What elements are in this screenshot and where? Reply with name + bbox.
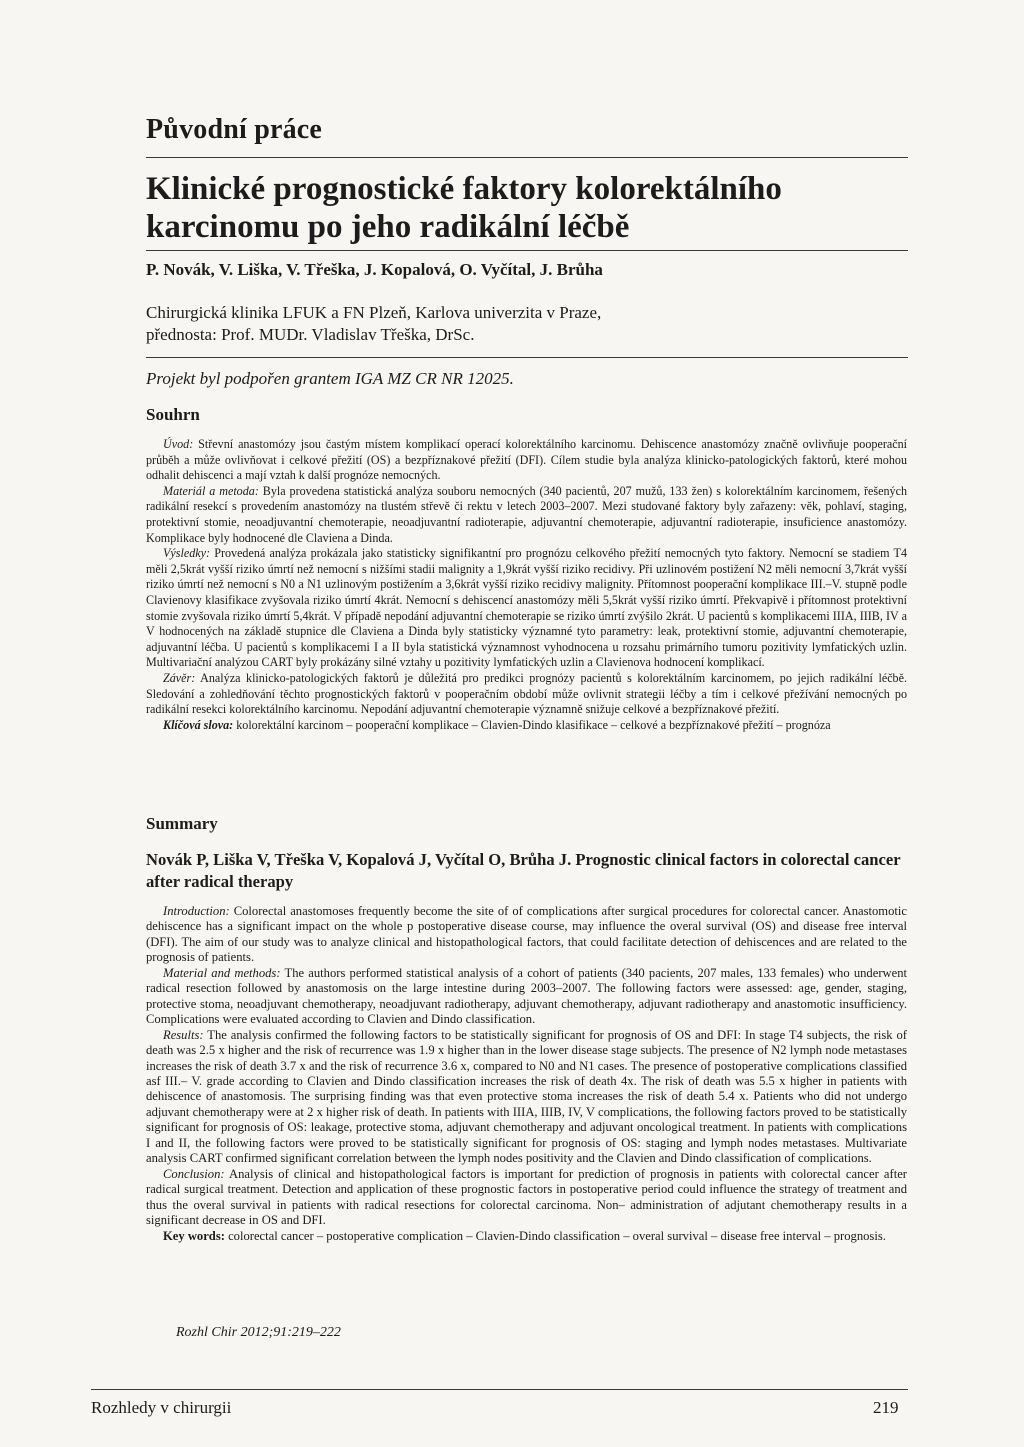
paragraph-label: Výsledky: (163, 546, 210, 561)
keywords-paragraph (146, 718, 907, 734)
summary-title: Novák P, Liška V, Třeška V, Kopalová J, Vyčítal O, Brůha J. Prognostic clinical factors in colorectal cancer after radical therapy (146, 850, 901, 891)
title-line: Klinické prognostické faktory kolorektálního (146, 171, 782, 207)
grant-note: Projekt byl podpořen grantem IGA MZ CR NR 12025. (146, 369, 514, 388)
abstract-paragraph (146, 671, 907, 718)
paragraph-text: Colorectal anastomoses frequently become the site of of complications after surgical procedures for colorectal cancer. Anastomotic dehiscence has a significant impact on the whole p postoperative disease course, may influence the overal survival (OS) and disease free interval (DFI). The aim of our study was to analyze clinical and histopathological factors, that could facilitate detection of dehiscences and are related to the prognosis of patients. (146, 904, 907, 965)
keywords-text: colorectal cancer – postoperative complication – Clavien-Dindo classification – overal survival – disease free interval – prognosis. (224, 1228, 886, 1243)
paragraph-text: Analýza klinicko-patologických faktorů je důležitá pro predikci prognózy pacientů s kolorektálním karcinomem, po jejich radikální léčbě. Sledování a zohledňování těchto prognostických faktorů v pooperačním období může ovlivnit strategii léčby a tím i celkové přežívání nemocných po radikální resekci kolorektálního karcinomu. Nepodání adjuvantní chemoterapie významně snižuje celkové a bezpříznakové přežití. (146, 670, 907, 717)
abstract-paragraph (146, 484, 907, 546)
header-rule (146, 157, 908, 158)
footer-rule (91, 1389, 908, 1390)
paragraph-text: Byla provedena statistická analýza souboru nemocných (340 pacientů, 207 mužů, 133 žen) s kolorektálním karcinomem, řešených radikální resekcí s provedením anastomózy na tlustém střevě či rektu v letech 2003–2007. Mezi studované faktory byly zařazeny: věk, pohlaví, staging, protektivní stomie, neoadjuvantní chemoterapie, neoadjuvantní radioterapie, adjuvantní chemoterapie, adjuvantní radioterapie, insuficience anastomózy. Komplikace byly hodnocené dle Claviena a Dinda. (146, 483, 908, 545)
abstract-paragraph (146, 966, 907, 1028)
abstract-paragraph (146, 904, 907, 966)
paragraph-text: Analysis of clinical and histopathological factors is important for prediction of prognosis in patients with colorectal cancer after radical surgical treatment. Detection and application of these prognostic factors in postoperative period could influence the strategy of treatment and thus the overal survival in patients with radical resections for colorectal carcinoma. Non– administration of adjutant chemotherapy results in a significant decrease in OS and DFI. (146, 1166, 907, 1228)
author-list: P. Novák, V. Liška, V. Třeška, J. Kopalová, O. Vyčítal, J. Brůha (146, 260, 603, 279)
paragraph-text: The analysis confirmed the following factors to be statistically significant for prognosis of OS and DFI: In stage T4 subjects, the risk of death was 2.5 x higher and the risk of recurrence was 1.9 x higher than in the lower disease stage subjects. The presence of N2 lymph node metastases increases the risk of death 3.7 x and the risk of recurrence 3.6 x, compared to N0 and N1 cases. The presence of postoperative complications classified asf III.– V. grade according to Clavien and Dindo classification increases the risk of death 4x. The risk of death was 5.5 x higher in patients with dehiscence of anastomosis. The surprising finding was that even protective stoma increases the risk of death 5.4 x. Patients who did not undergo adjuvant chemotherapy were at 2 x higher risk of death. In patients with IIIA, IIIB, IV, V complications, the following factors proved to be statistically significant for prognosis of OS: leakage, protective stoma, adjuvant chemotherapy and adjuvant oncological treatment. In patients with complications I and II, the following factors were proved to be statistically significant for prognosis of OS: staging and lymph nodes metastases. Multivariate analysis CART confirmed significant correlation between the lymph nodes positivity and the Clavien and Dindo classification of complications. (146, 1027, 907, 1166)
abstract-paragraph (146, 546, 907, 671)
summary-abstract (146, 904, 907, 1244)
abstract-paragraph (146, 437, 907, 484)
paragraph-label: Materiál a metoda: (163, 483, 259, 498)
abstract-paragraph (146, 1167, 907, 1229)
paragraph-label: Conclusion: (163, 1166, 225, 1181)
section-label: Původní práce (146, 114, 323, 145)
page-number: 219 (873, 1398, 899, 1417)
souhrn-heading: Souhrn (146, 405, 200, 424)
keywords-label: Klíčová slova: (163, 717, 234, 732)
keywords-paragraph (146, 1229, 907, 1244)
paragraph-label: Results: (163, 1027, 204, 1042)
abstract-paragraph (146, 1028, 907, 1167)
affiliation (146, 302, 846, 346)
title-rule (146, 250, 908, 251)
paragraph-label: Introduction: (163, 904, 230, 918)
title-line: karcinomu po jeho radikální léčbě (146, 209, 630, 245)
affiliation-line: Chirurgická klinika LFUK a FN Plzeň, Karlova univerzita v Praze, (146, 303, 602, 322)
souhrn-abstract (146, 437, 907, 733)
affiliation-rule (146, 357, 908, 358)
keywords-label: Key words: (163, 1228, 225, 1243)
paragraph-label: Úvod: (163, 437, 194, 451)
paragraph-text: Střevní anastomózy jsou častým místem komplikací operací kolorektálního karcinomu. Dehiscence anastomózy značně ovlivňuje pooperační průběh a může ovlivňovat i celkové přežití (OS) a bezpříznakové přežití (DFI). Cílem studie byla analýza klinicko-patologických faktorů, které mohou odhalit dehiscenci a mají vztah k další prognóze nemocných. (146, 437, 907, 483)
summary-heading: Summary (146, 814, 218, 833)
keywords-text: kolorektální karcinom – pooperační komplikace – Clavien-Dindo klasifikace – celkové a bezpříznakové přežití – prognóza (233, 717, 831, 732)
article-title (146, 170, 866, 246)
paragraph-label: Material and methods: (163, 965, 281, 980)
paragraph-text: Provedená analýza prokázala jako statisticky signifikantní pro prognózu celkového přežití nemocných tyto faktory. Nemocní se stadiem T4 měli 2,5krát vyšší riziko úmrtí než nemocní s nižšími stadii malignity a 1,9krát vyšší riziko recidivy. Při uzlinovém postižení N2 měli nemocní 3,7krát vyšší riziko úmrtí než nemocní s N0 a N1 uzlinovým postižením a 3,6krát vyšší riziko recidivy malignity. Přítomnost pooperační komplikace III.–V. stupně podle Clavienovy klasifikace zvyšovala riziko úmrtí 4krát. Nemocní s dehiscencí anastomózy měli 5,5krát vyšší riziko úmrtí. Překvapivě i přítomnost protektivní stomie zvyšovala riziko úmrtí 5,4krát. V případě nepodání adjuvantní chemoterapie se riziko úmrtí zvýšilo 2krát. U pacientů s komplikacemi IIIA, IIIB, IV a V hodnocených na základě stupnice dle Claviena a Dinda byly statisticky významné tyto parametry: leak, protektivní stomie, adjuvantní chemoterapie, adjuvantní léčba. U pacientů s komplikacemi I a II byla statistická významnost vyhodnocena u rozsahu primárního tumoru pozitivity lymfatických uzlin. Multivariační analýzou CART byly prokázány silné vztahy u pozitivity lymfatických uzlin a Clavienova hodnocení komplikací. (146, 546, 907, 670)
paragraph-label: Závěr: (163, 670, 196, 685)
footer-journal-name: Rozhledy v chirurgii (91, 1398, 232, 1417)
affiliation-line: přednosta: Prof. MUDr. Vladislav Třeška, DrSc. (146, 325, 475, 344)
paragraph-text: The authors performed statistical analysis of a cohort of patients (340 pacients, 207 males, 133 females) who underwent radical resection followed by anastomosis on the large intestine during 2003–2007. The following factors were assessed: age, gender, staging, protective stoma, neoadjuvant chemotherapy, neoadjuvant radiotherapy, adjuvant chemotherapy, adjuvant radiotherapy and anastomotic insufficiency. Complications were evaluated according to Clavien and Dindo classification. (146, 965, 907, 1027)
journal-citation: Rozhl Chir 2012;91:219–222 (176, 1325, 341, 1340)
